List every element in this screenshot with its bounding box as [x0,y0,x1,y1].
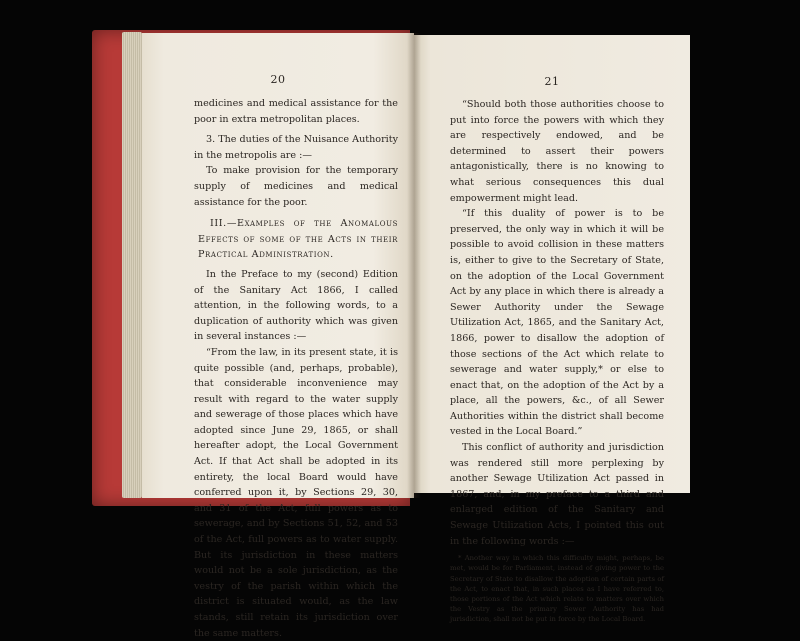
quoted-paragraph: “If this duality of power is to be preserved, the only way in which it will be possible to avoid collision in these matters is, either to give to the Secretary of State, on the adoption of the Local Government Act by any place in which there is already a Sewer Authority under the Sewage Utilization Act, 1865, and the Sanitary Act, 1866, power to disallow the adoption of those sections of the Act which relate to sewerage and water supply,* or else to enact that, on the adoption of the Act by a place, all the powers, &c., of all Sewer Authorities within the district shall become vested in the Local Board.” [450,208,664,438]
quoted-paragraph: “Should both those authorities choose to put into force the powers with which they are respectively endowed, and be determined to assert their powers antagonistically, there is no knowing to what serious consequences this dual empowerment might lead. [450,99,664,204]
paragraph: This conflict of authority and jurisdiction was rendered still more perplexing by another Sewage Utilization Act passed in 1867, and, in my preface to a third and enlarged edition of the Sanitary and Sewage Utilization Acts, I pointed this out in the following words :— [450,442,664,547]
quoted-paragraph: “From the law, in its present state, it is quite possible (and, perhaps, probable), that considerable inconvenience may result with regard to the water supply and sewerage of those places which have adopted since June 29, 1865, or shall hereafter adopt, the Local Government Act. If that Act shall be adopted in its entirety, the local Board would have conferred upon it, by Sections 29, 30, and 31 of the Act, full powers as to sewerage, and by Sections 51, 52, and 53 of the Act, full powers as to water supply. But its jurisdiction in these matters would not be a sole jurisdiction, as the vestry of the parish within which the district is situated would, as the law stands, still retain its jurisdiction over the same matters. [194,346,398,639]
right-page [414,35,690,624]
right-page-text [450,97,664,625]
left-page-text [194,96,398,641]
left-page [142,33,414,639]
paragraph: 3. The duties of the Nuisance Authority in the metropolis are :— [194,134,398,161]
book-gutter [407,33,421,498]
page-number: 20 [270,73,286,86]
paragraph: In the Preface to my (second) Edition of the Sanitary Act 1866, I called attention, in the following words, to a duplication of authority which was given in several instances :— [194,268,398,343]
paragraph: medicines and medical assistance for the poor in extra metropolitan places. [194,98,398,125]
paragraph: To make provision for the temporary supply of medicines and medical assistance for the poor. [194,165,398,208]
page-edges [122,32,142,498]
footnote: * Another way in which this difficulty might, perhaps, be met, would be for Parliament, instead of giving power to the Secretary of State to disallow the adoption of certain parts of the Act, to enact that, in such places as I have referred to, those portions of the Act which relate to matters over which the Vestry as the primary Sewer Authority has had jurisdiction, shall not be put in force by the Local Board. [450,554,664,624]
page-number: 21 [544,75,560,88]
section-heading: III.—Examples of the Anomalous Effects of some of the Acts in their Practical Administration. [198,218,398,261]
